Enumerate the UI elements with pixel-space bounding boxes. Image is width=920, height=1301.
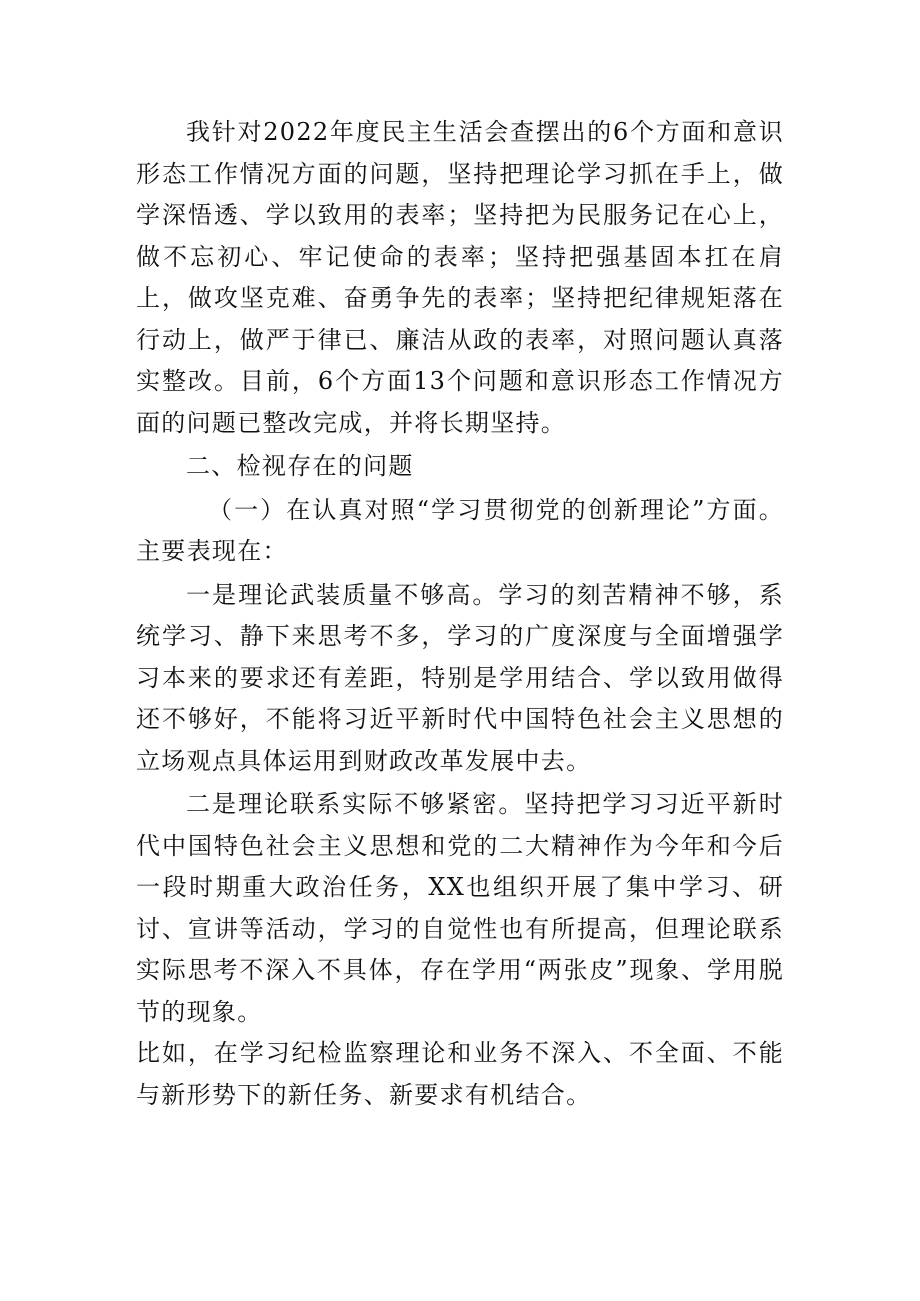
subsection-heading-theory-study: （一）在认真对照“学习贯彻党的创新理论”方面。主要表现在： [136, 495, 784, 565]
paragraph-example: 比如，在学习纪检监察理论和业务不深入、不全面、不能与新形势下的新任务、新要求有机结合。 [136, 1039, 784, 1109]
section-heading-problems: 二、检视存在的问题 [186, 452, 414, 480]
paragraph-point-one: 一是理论武装质量不够高。学习的刻苦精神不够，系统学习、静下来思考不多，学习的广度深度与全面增强学习本来的要求还有差距，特别是学用结合、学以致用做得还不够好，不能将习近平新时代中国特色社会主义思想的立场观点具体运用到财政改革发展中去。 [136, 580, 784, 775]
paragraph-rectification-summary: 我针对2022年度民主生活会查摆出的6个方面和意识形态工作情况方面的问题，坚持把理论学习抓在手上，做学深悟透、学以致用的表率；坚持把为民服务记在心上，做不忘初心、牢记使命的表率；坚持把强基固本扛在肩上，做攻坚克难、奋勇争先的表率；坚持把纪律规矩落在行动上，做严于律已、廉洁从政的表率，对照问题认真落实整改。目前，6个方面13个问题和意识形态工作情况方面的问题已整改完成，并将长期坚持。 [136, 118, 784, 437]
paragraph-point-two: 二是理论联系实际不够紧密。坚持把学习习近平新时代中国特色社会主义思想和党的二大精神作为今年和今后一段时期重大政治任务，XX也组织开展了集中学习、研讨、宣讲等活动，学习的自觉性也有所提高，但理论联系实际思考不深入不具体，存在学用“两张皮”现象、学用脱节的现象。 [136, 790, 784, 1026]
document-body [136, 112, 784, 1116]
